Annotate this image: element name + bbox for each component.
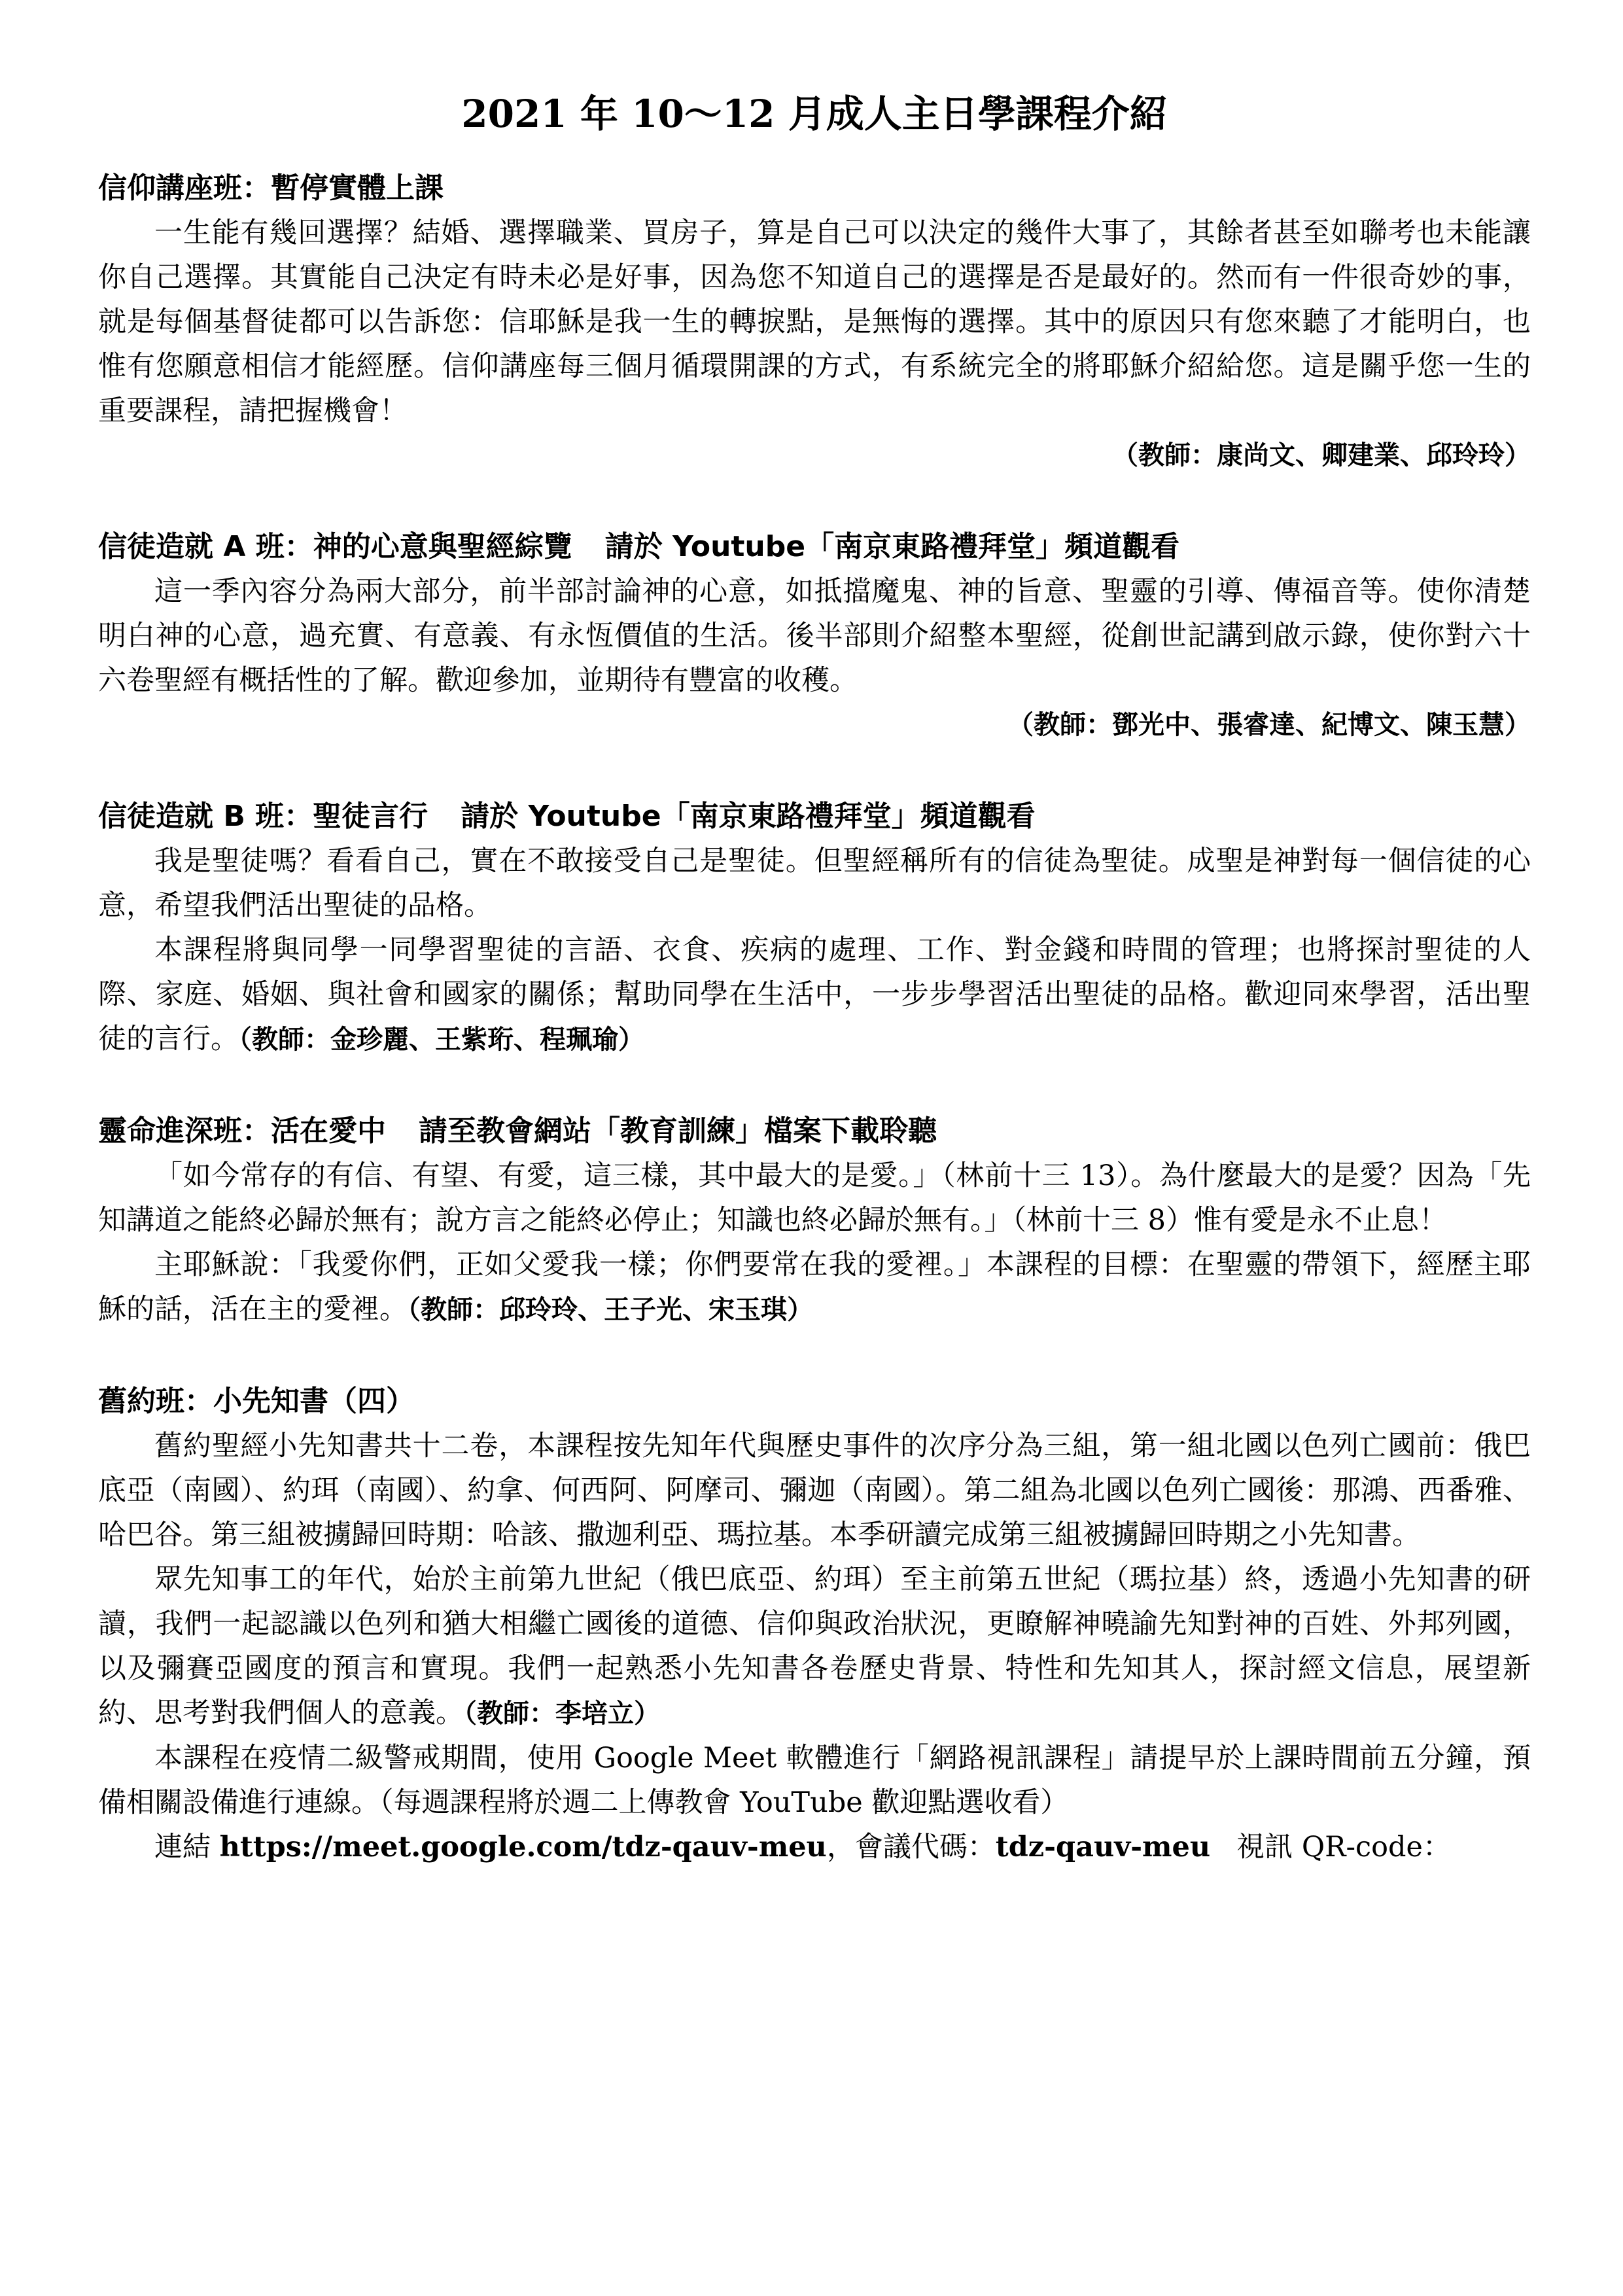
section-heading-main: 靈命進深班：活在愛中 (98, 1114, 386, 1148)
section-heading-main: 信徒造就 A 班：神的心意與聖經綜覽 (98, 529, 572, 563)
teacher-list: （教師：邱玲玲、王子光、宋玉琪） (408, 1294, 813, 1325)
teacher-list: （教師：康尚文、卿建業、邱玲玲） (1112, 440, 1531, 470)
meeting-link-line (98, 1825, 1531, 1869)
meeting-code-label: ，會議代碼： (826, 1830, 996, 1863)
document-page (98, 92, 1531, 1916)
teacher-list: （教師：金珍麗、王紫珩、程珮瑜） (239, 1024, 644, 1055)
section-paragraph: 我是聖徒嗎？看看自己，實在不敢接受自己是聖徒。但聖經稱所有的信徒為聖徒。成聖是神對每一個信徒的心意，希望我們活出聖徒的品格。 (98, 844, 1531, 922)
paragraph-text: 眾先知事工的年代，始於主前第九世紀（俄巴底亞、約珥）至主前第五世紀（瑪拉基）終，透過小先知書的研讀，我們一起認識以色列和猶大相繼亡國後的道德、信仰與政治狀況，更瞭解神曉諭先知對神的百姓、外邦列國，以及彌賽亞國度的預言和實現。我們一起熟悉小先知書各卷歷史背景、特性和先知其人，探討經文信息，展望新約、思考對我們個人的意義。 (98, 1563, 1531, 1729)
section-heading-note: 請至教會網站「教育訓練」檔案下載聆聽 (419, 1114, 937, 1148)
section-heading (98, 525, 1531, 569)
section-paragraph (98, 928, 1531, 1062)
section-paragraph: 這一季內容分為兩大部分，前半部討論神的心意，如抵擋魔鬼、神的旨意、聖靈的引導、傳福音等。使你清楚明白神的心意，過充實、有意義、有永恆價值的生活。後半部則介紹整本聖經，從創世記講到啟示錄，使你對六十六卷聖經有概括性的了解。歡迎參加，並期待有豐富的收穫。 (98, 574, 1531, 697)
teacher-list: （教師：李培立） (464, 1698, 660, 1729)
section-paragraph (98, 1557, 1531, 1736)
section-heading (98, 1109, 1531, 1154)
section-paragraph: 「如今常存的有信、有望、有愛，這三樣，其中最大的是愛。」（林前十三 13）。為什麼最大的是愛？因為「先知講道之能終必歸於無有；說方言之能終必停止；知識也終必歸於無有。」（林前十三 8）惟有愛是永不止息！ (98, 1159, 1531, 1237)
meeting-code: tdz-qauv-meu (995, 1830, 1211, 1863)
paragraph-text: 本課程將與同學一同學習聖徒的言語、衣食、疾病的處理、工作、對金錢和時間的管理；也將探討聖徒的人際、家庭、婚姻、與社會和國家的關係；幫助同學在生活中，一步步學習活出聖徒的品格。歡迎同來學習，活出聖徒的言行。 (98, 933, 1531, 1055)
section-paragraph: 一生能有幾回選擇？結婚、選擇職業、買房子，算是自己可以決定的幾件大事了，其餘者甚至如聯考也未能讓你自己選擇。其實能自己決定有時未必是好事，因為您不知道自己的選擇是否是最好的。然而有一件很奇妙的事，就是每個基督徒都可以告訴您：信耶穌是我一生的轉捩點，是無悔的選擇。其中的原因只有您來聽了才能明白，也惟有您願意相信才能經歷。信仰講座每三個月循環開課的方式，有系統完全的將耶穌介紹給您。這是關乎您一生的重要課程，請把握機會！ (98, 216, 1531, 427)
link-prefix: 連結 (154, 1830, 220, 1863)
section-paragraph (98, 1243, 1531, 1332)
section-spiritual-growth (98, 1109, 1531, 1332)
document-title: 2021 年 10～12 月成人主日學課程介紹 (461, 92, 1168, 136)
section-paragraph: 舊約聖經小先知書共十二卷，本課程按先知年代與歷史事件的次序分為三組，第一組北國以色列亡國前：俄巴底亞（南國）、約珥（南國）、約拿、何西阿、阿摩司、彌迦（南國）。第二組為北國以色列亡國後：那鴻、西番雅、哈巴谷。第三組被擄歸回時期：哈該、撒迦利亞、瑪拉基。本季研讀完成第三組被擄歸回時期之小先知書。 (98, 1429, 1531, 1551)
section-heading-note: 請於 Youtube「南京東路禮拜堂」頻道觀看 (461, 799, 1036, 833)
section-old-testament (98, 1379, 1531, 1869)
meet-link[interactable]: https://meet.google.com/tdz-qauv-meu (219, 1830, 827, 1863)
section-paragraph: 本課程在疫情二級警戒期間，使用 Google Meet 軟體進行「網路視訊課程」請提早於上課時間前五分鐘，預備相關設備進行連線。（每週課程將於週二上傳教會 YouTube 歡迎點選收看） (98, 1741, 1531, 1819)
section-faith-lecture (98, 166, 1531, 478)
section-heading-note: 請於 Youtube「南京東路禮拜堂」頻道觀看 (604, 529, 1180, 563)
paragraph-text: 主耶穌說：「我愛你們，正如父愛我一樣；你們要常在我的愛裡。」本課程的目標：在聖靈的帶領下，經歷主耶穌的話，活在主的愛裡。 (98, 1248, 1531, 1326)
section-heading-main: 信徒造就 B 班：聖徒言行 (98, 799, 428, 833)
section-heading: 信仰講座班：暫停實體上課 (98, 171, 444, 205)
section-discipleship-b (98, 794, 1531, 1062)
section-heading: 舊約班：小先知書（四） (98, 1384, 415, 1418)
teacher-list: （教師：鄧光中、張睿達、紀博文、陳玉慧） (1007, 709, 1531, 740)
qr-code-label: 視訊 QR-code： (1236, 1830, 1451, 1863)
section-discipleship-a (98, 525, 1531, 747)
section-heading (98, 794, 1531, 839)
